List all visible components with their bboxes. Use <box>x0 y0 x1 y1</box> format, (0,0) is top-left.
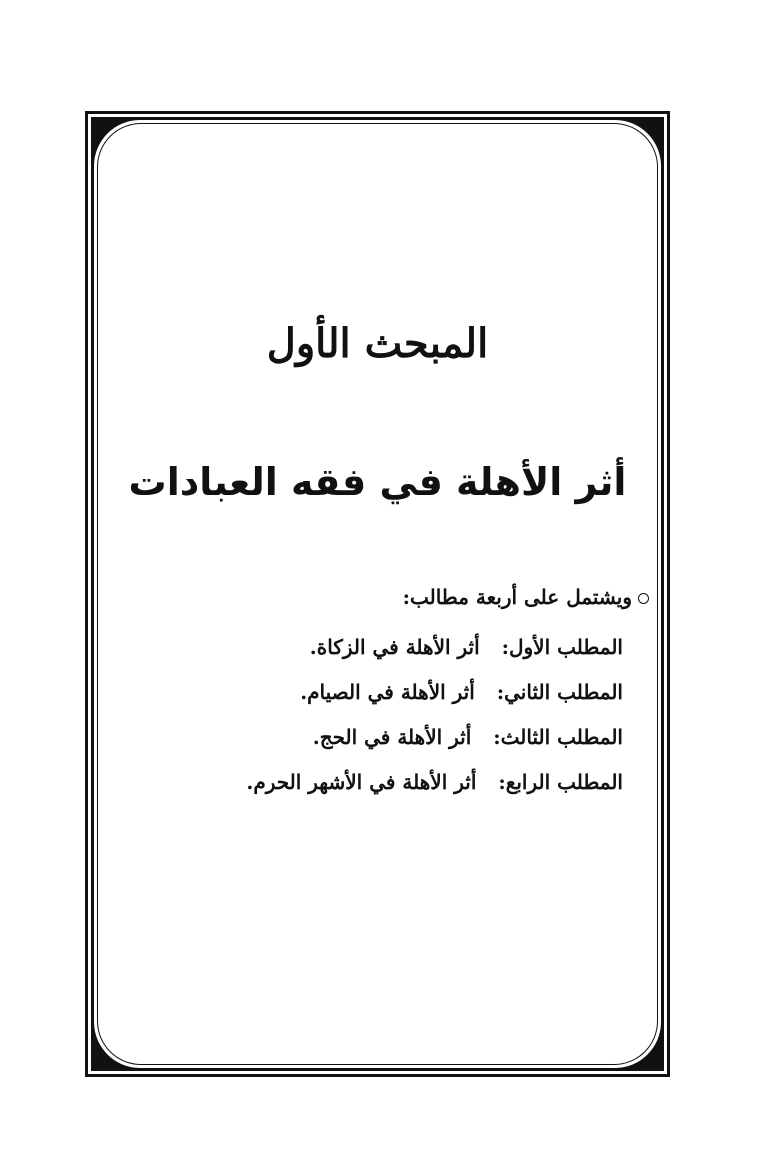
item-text: أثر الأهلة في الأشهر الحرم. <box>246 770 477 794</box>
item-text: أثر الأهلة في الصيام. <box>300 680 475 704</box>
item-label: المطلب الثاني: <box>496 680 623 704</box>
intro-line <box>403 585 649 609</box>
main-title: أثر الأهلة في فقه العبادات <box>128 460 627 504</box>
circle-bullet-icon <box>638 593 649 604</box>
intro-text: ويشتمل على أربعة مطالب: <box>402 585 632 609</box>
item-label: المطلب الثالث: <box>493 725 623 749</box>
list-item <box>246 760 623 805</box>
item-text: أثر الأهلة في الحج. <box>312 725 472 749</box>
list-item <box>246 670 623 715</box>
item-text: أثر الأهلة في الزكاة. <box>309 635 480 659</box>
page-content <box>94 120 661 1068</box>
list-item <box>246 715 623 760</box>
list-item <box>246 625 623 670</box>
section-title: المبحث الأول <box>266 320 489 367</box>
item-label: المطلب الأول: <box>501 635 623 659</box>
item-label: المطلب الرابع: <box>498 770 623 794</box>
subsection-list <box>246 625 623 805</box>
